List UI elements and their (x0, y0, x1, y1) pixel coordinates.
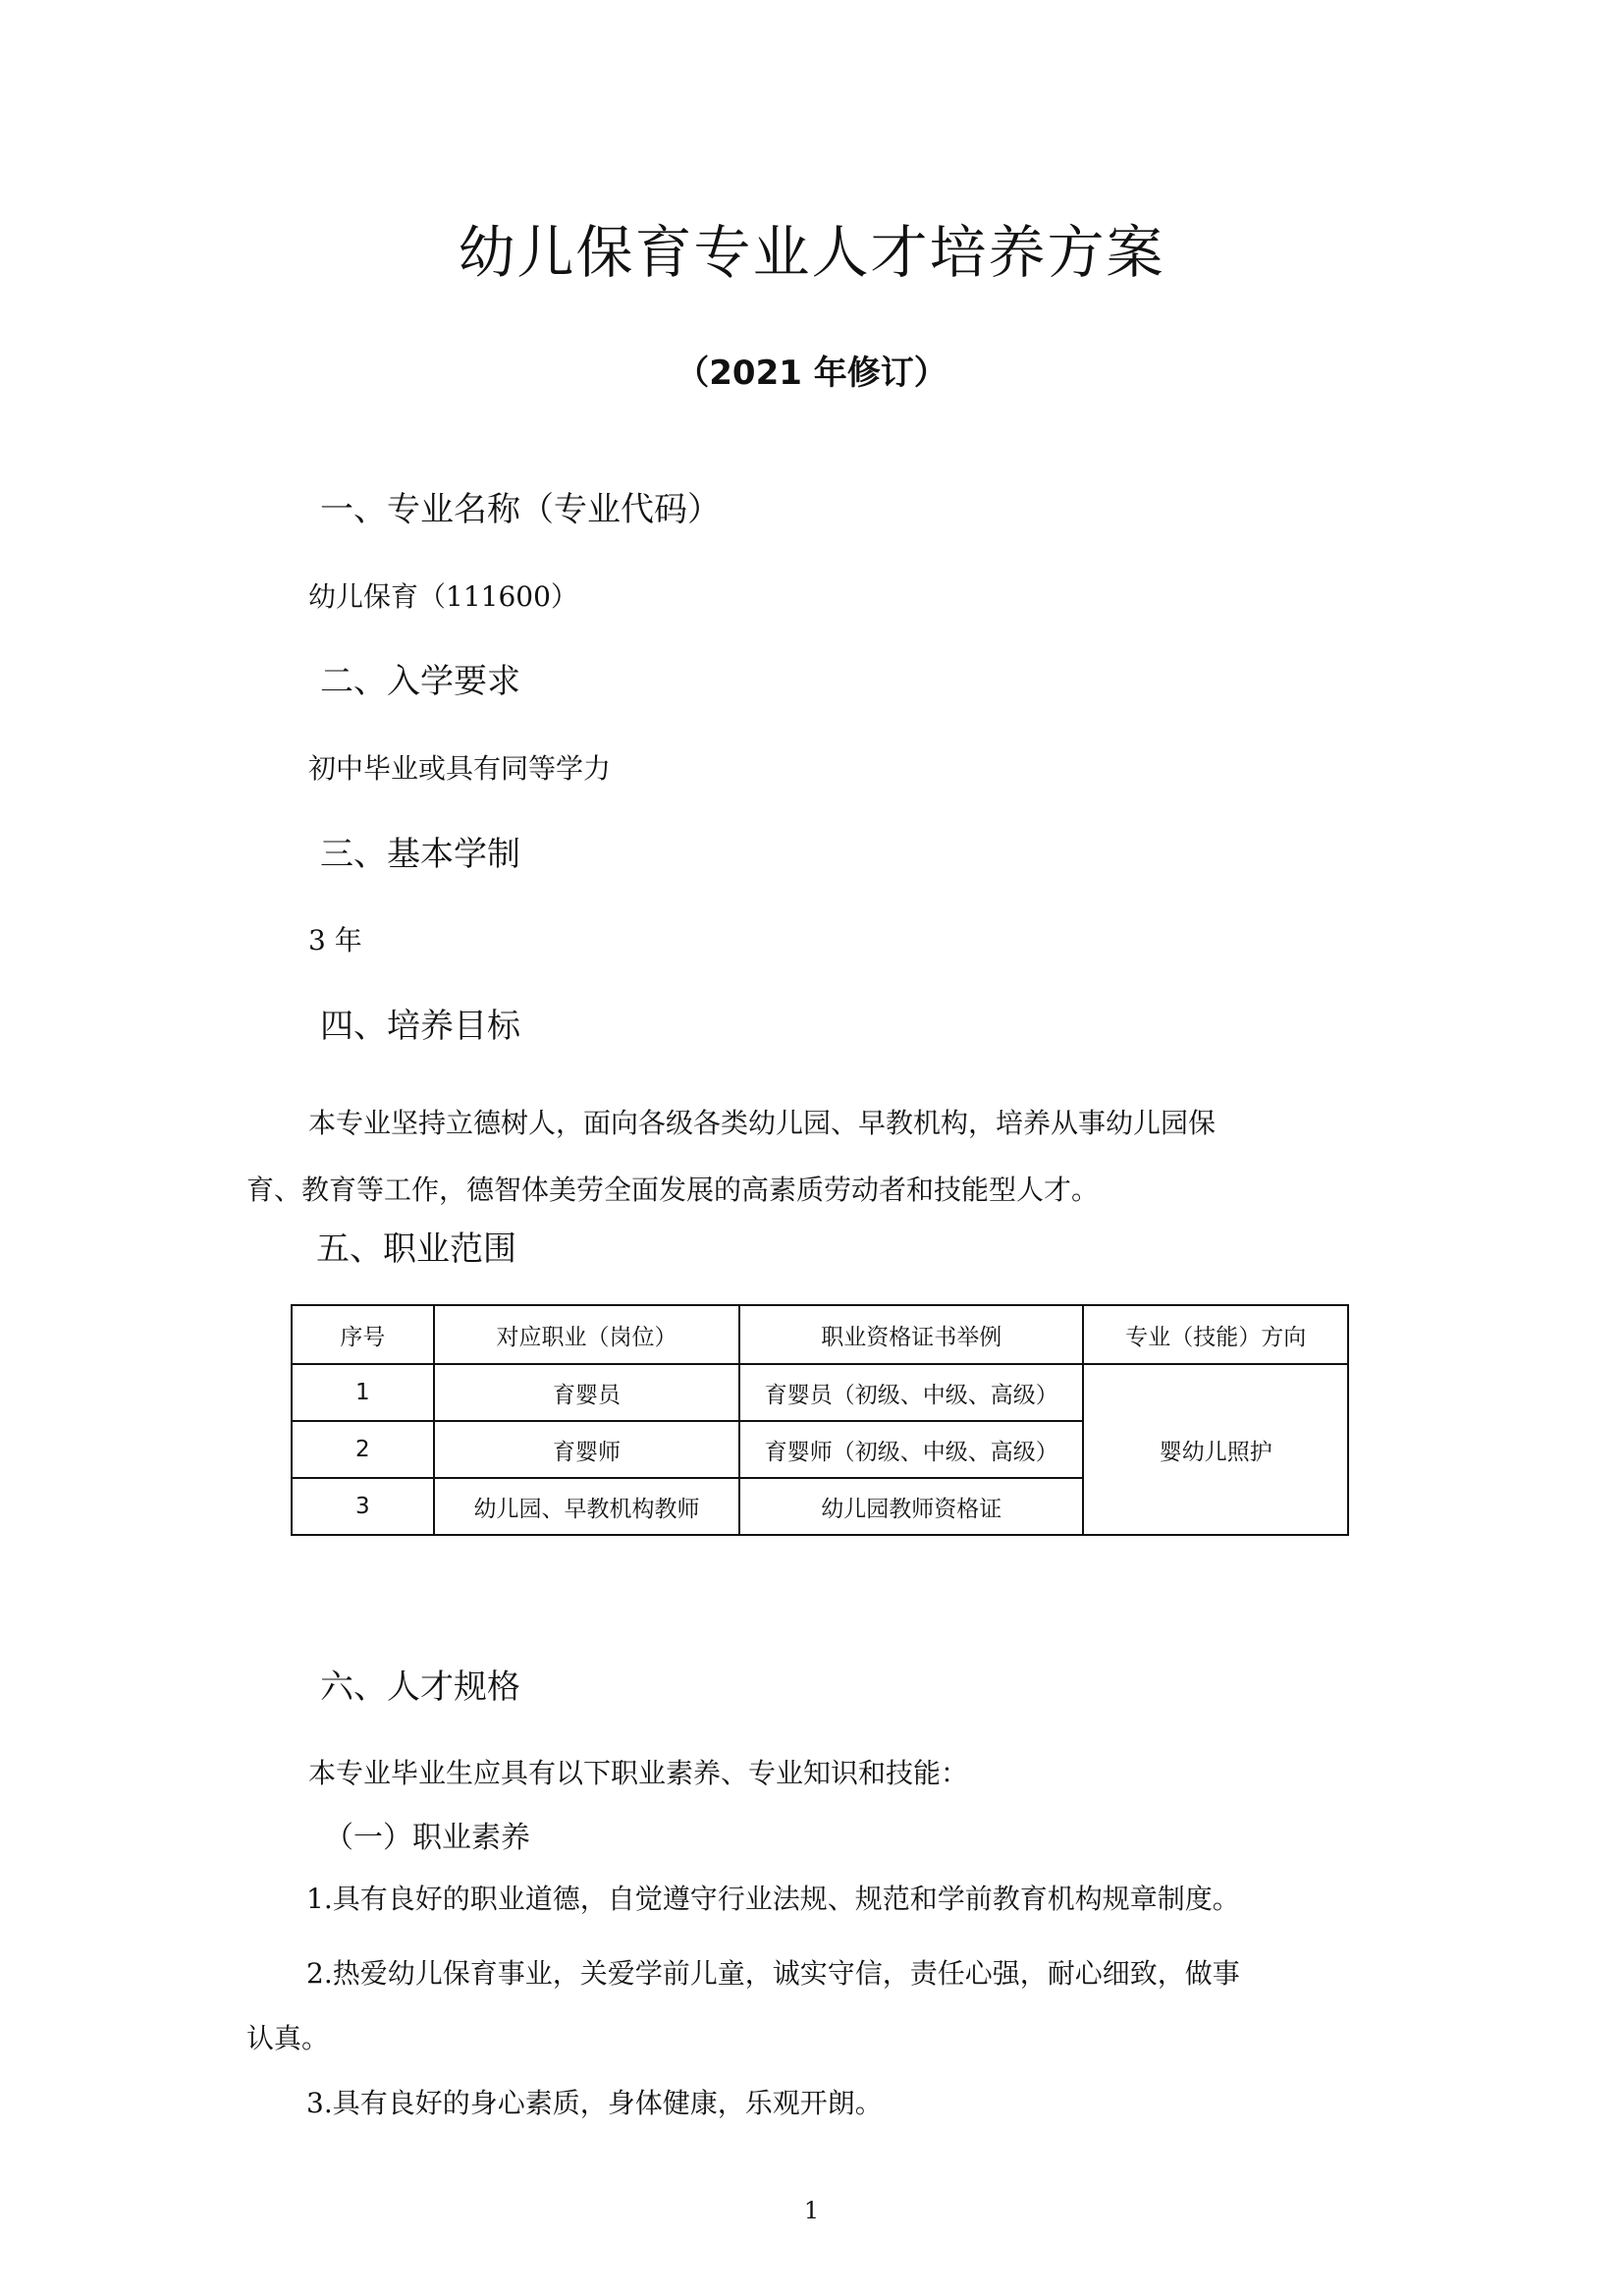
section-3-body: 3 年 (308, 924, 362, 957)
table-header-cell: 序号 (292, 1305, 434, 1364)
document-title: 幼儿保育专业人才培养方案 (458, 219, 1165, 286)
list-item-3: 3.具有良好的身心素质，身体健康，乐观开朗。 (306, 2087, 883, 2119)
section-2-heading: 二、入学要求 (320, 662, 520, 701)
table-header-row (292, 1305, 1348, 1364)
row-number: 3 (292, 1478, 434, 1535)
table-row (292, 1364, 1348, 1421)
section-6-intro: 本专业毕业生应具有以下职业素养、专业知识和技能： (308, 1757, 969, 1789)
section-4-line-2: 育、教育等工作，德智体美劳全面发展的高素质劳动者和技能型人才。 (246, 1174, 1100, 1206)
certificate-cell: 育婴员（初级、中级、高级） (739, 1364, 1083, 1421)
certificate-cell: 幼儿园教师资格证 (739, 1478, 1083, 1535)
section-4-line-1: 本专业坚持立德树人，面向各级各类幼儿园、早教机构，培养从事幼儿园保 (308, 1107, 1217, 1139)
section-3-heading: 三、基本学制 (320, 835, 520, 874)
table-header-cell: 职业资格证书举例 (739, 1305, 1083, 1364)
list-item-2-line-2: 认真。 (246, 2022, 330, 2054)
section-2-body: 初中毕业或具有同等学力 (308, 752, 612, 785)
certificate-cell: 育婴师（初级、中级、高级） (739, 1421, 1083, 1478)
row-number: 1 (292, 1364, 434, 1421)
table-header-cell: 对应职业（岗位） (434, 1305, 739, 1364)
row-number: 2 (292, 1421, 434, 1478)
career-table (291, 1304, 1349, 1536)
page-number: 1 (803, 2197, 820, 2224)
subsection-heading: （一）职业素养 (324, 1821, 530, 1855)
section-1-body: 幼儿保育（111600） (308, 580, 578, 613)
direction-cell: 婴幼儿照护 (1083, 1364, 1348, 1535)
job-cell: 育婴师 (434, 1421, 739, 1478)
document-subtitle: （2021 年修订） (676, 354, 947, 393)
section-1-heading: 一、专业名称（专业代码） (320, 490, 721, 529)
job-cell: 育婴员 (434, 1364, 739, 1421)
section-5-heading: 五、职业范围 (316, 1230, 516, 1269)
list-item-2-line-1: 2.热爱幼儿保育事业，关爱学前儿童，诚实守信，责任心强，耐心细致，做事 (306, 1957, 1240, 1990)
section-6-heading: 六、人才规格 (320, 1667, 520, 1707)
list-item-1: 1.具有良好的职业道德，自觉遵守行业法规、规范和学前教育机构规章制度。 (306, 1883, 1240, 1915)
section-4-heading: 四、培养目标 (320, 1007, 520, 1046)
table-header-cell: 专业（技能）方向 (1083, 1305, 1348, 1364)
job-cell: 幼儿园、早教机构教师 (434, 1478, 739, 1535)
